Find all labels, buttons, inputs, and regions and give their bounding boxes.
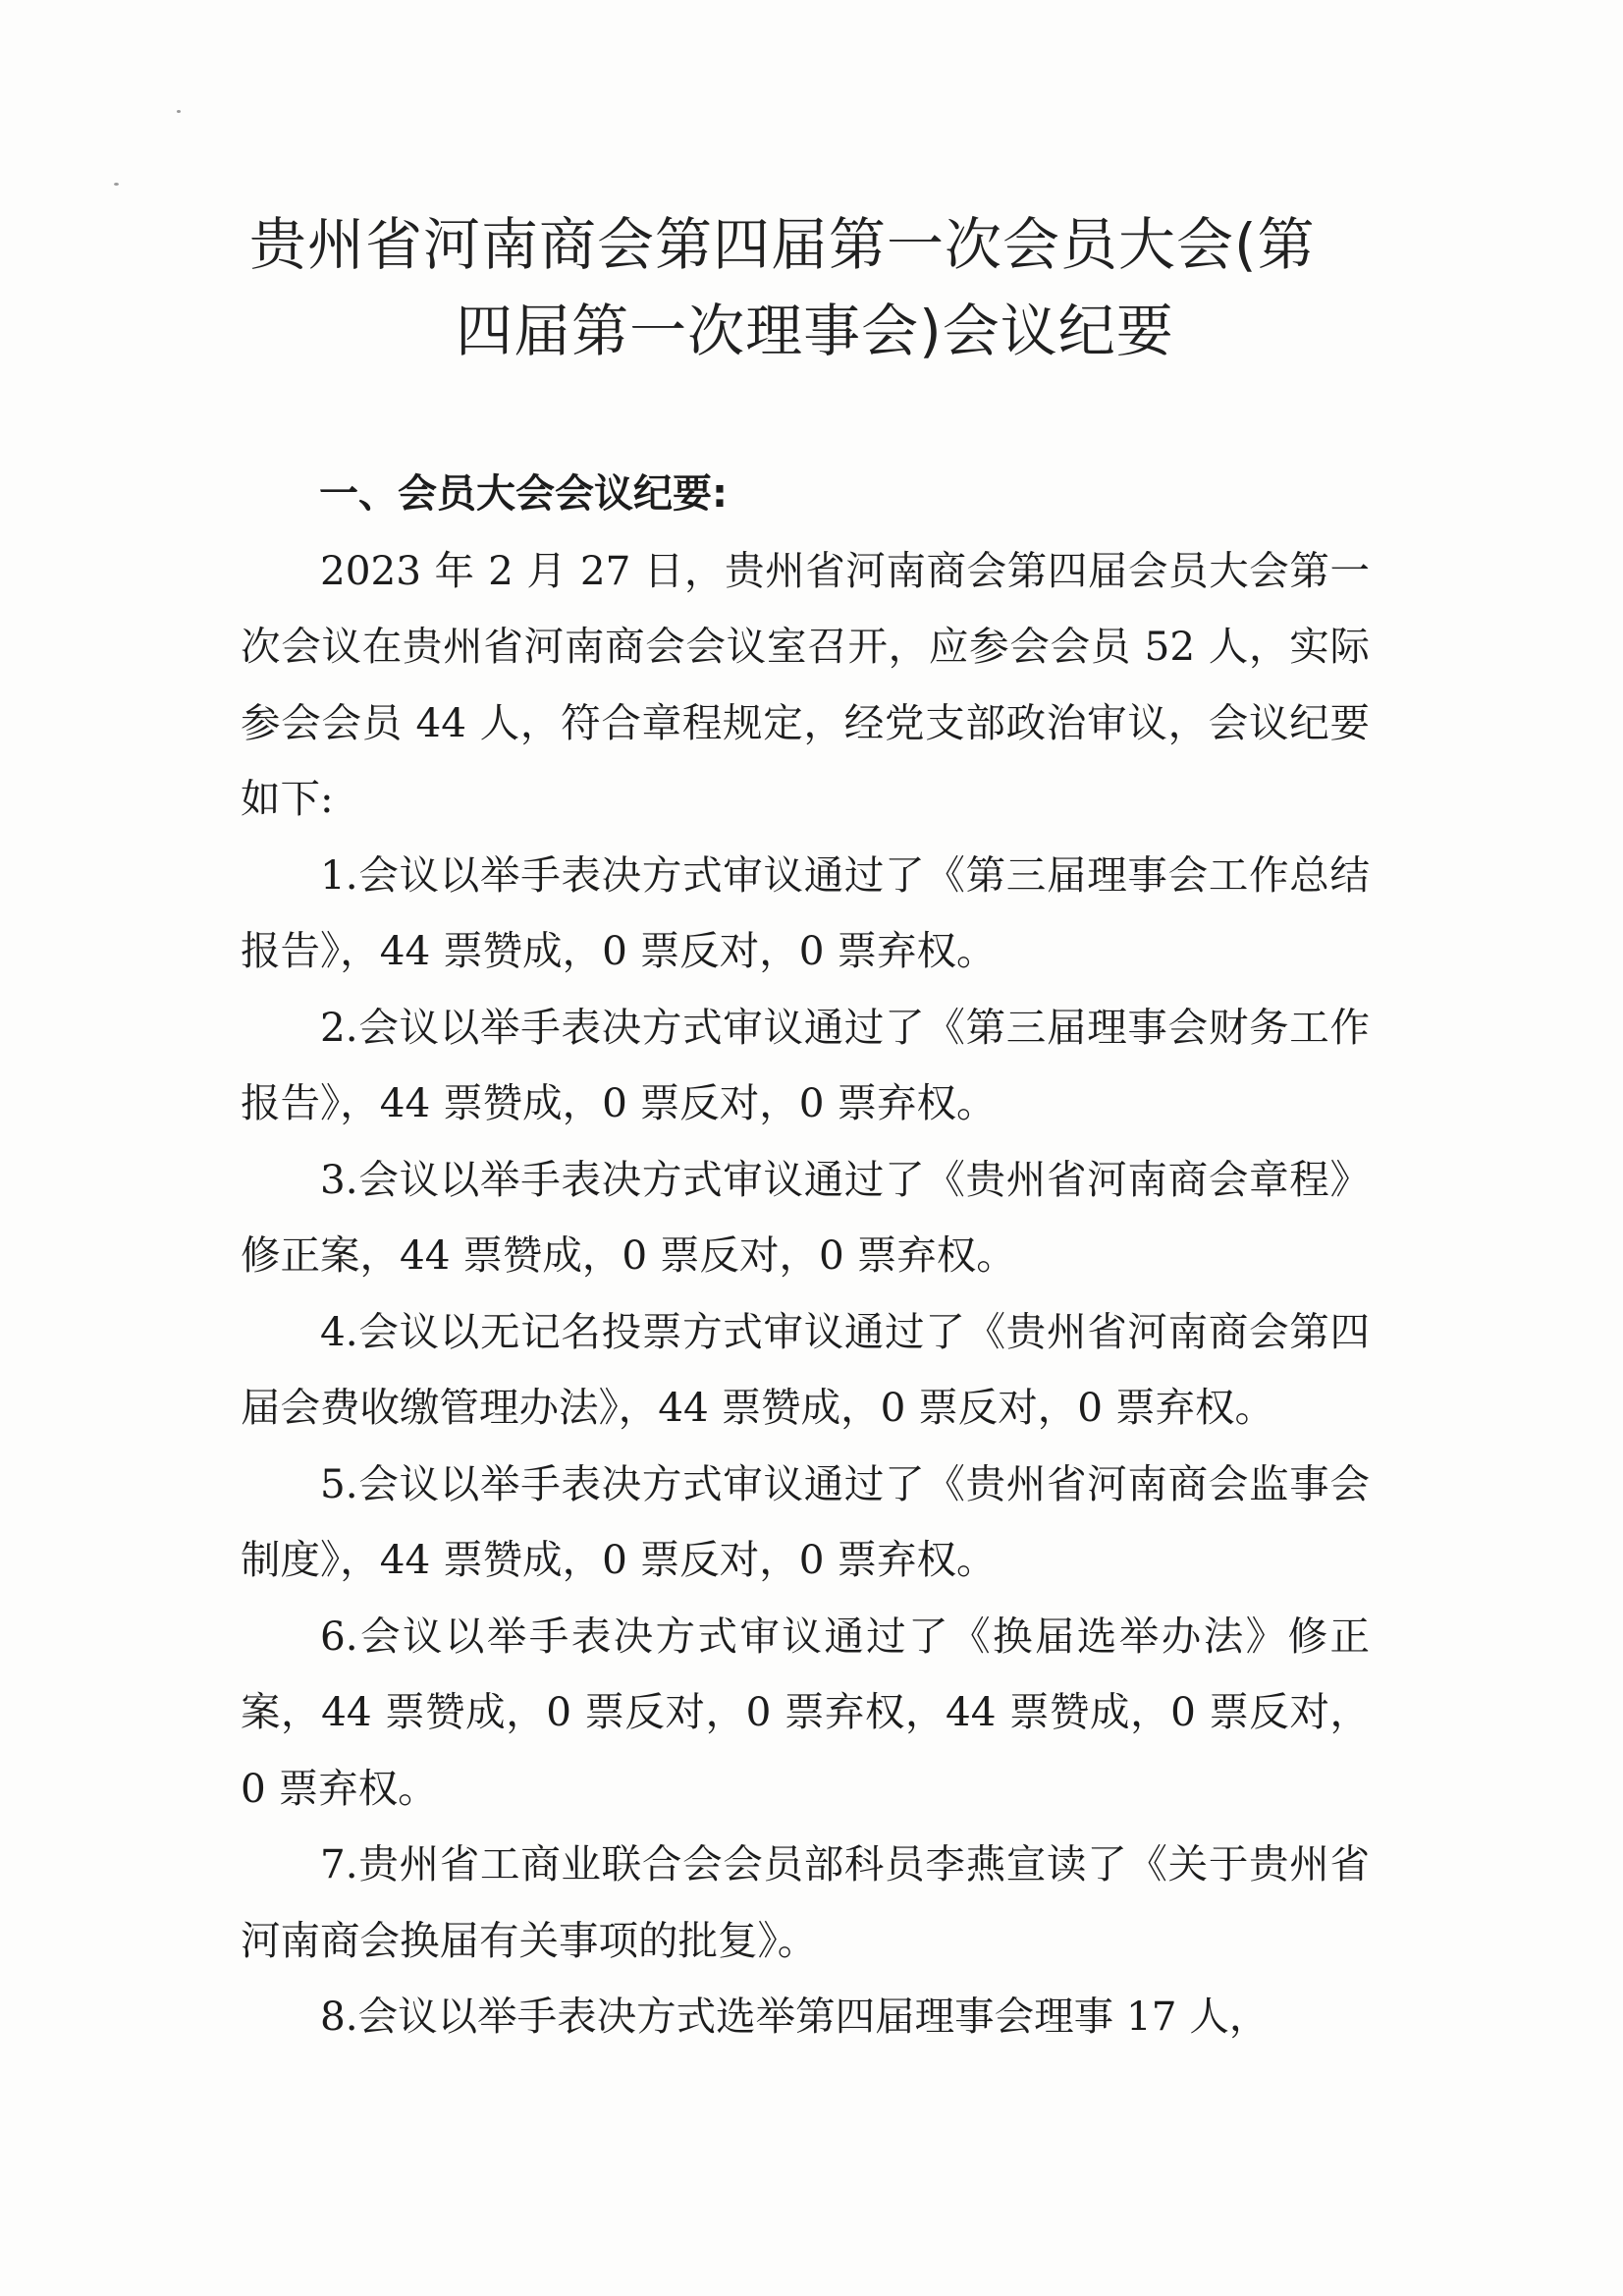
scan-speck — [114, 183, 119, 186]
resolution-item-8: 8.会议以举手表决方式选举第四届理事会理事 17 人， — [320, 1993, 1270, 2040]
scan-speck — [177, 110, 181, 113]
resolution-item-2: 2.会议以举手表决方式审议通过了《第三届理事会财务工作报告》，44 票赞成，0 票反对，0 票弃权。 — [241, 1003, 1370, 1126]
document-title — [236, 201, 1394, 374]
intro-paragraph: 2023 年 2 月 27 日，贵州省河南商会第四届会员大会第一次会议在贵州省河南商会会议室召开，应参会会员 52 人，实际参会会员 44 人，符合章程规定，经党支部政治审议，会议纪要如下: — [241, 546, 1370, 822]
resolution-item-5: 5.会议以举手表决方式审议通过了《贵州省河南商会监事会制度》，44 票赞成，0 票反对，0 票弃权。 — [241, 1459, 1370, 1583]
resolution-item-7: 7.贵州省工商业联合会会员部科员李燕宣读了《关于贵州省河南商会换届有关事项的批复》。 — [241, 1840, 1370, 1964]
resolution-item-4: 4.会议以无记名投票方式审议通过了《贵州省河南商会第四届会费收缴管理办法》，44 票赞成，0 票反对，0 票弃权。 — [241, 1307, 1370, 1431]
section-heading: 一、会员大会会议纪要: — [319, 471, 728, 517]
resolution-item-1: 1.会议以举手表决方式审议通过了《第三届理事会工作总结报告》，44 票赞成，0 票反对，0 票弃权。 — [241, 850, 1370, 974]
document-body — [241, 457, 1370, 2055]
title-line-2: 四届第一次理事会)会议纪要 — [456, 298, 1174, 364]
resolution-item-6: 6.会议以举手表决方式审议通过了《换届选举办法》修正案，44 票赞成，0 票反对，0 票弃权，44 票赞成，0 票反对，0 票弃权。 — [241, 1612, 1370, 1812]
resolution-item-3: 3.会议以举手表决方式审议通过了《贵州省河南商会章程》修正案，44 票赞成，0 票反对，0 票弃权。 — [241, 1155, 1370, 1279]
title-line-1: 贵州省河南商会第四届第一次会员大会(第 — [249, 211, 1316, 278]
